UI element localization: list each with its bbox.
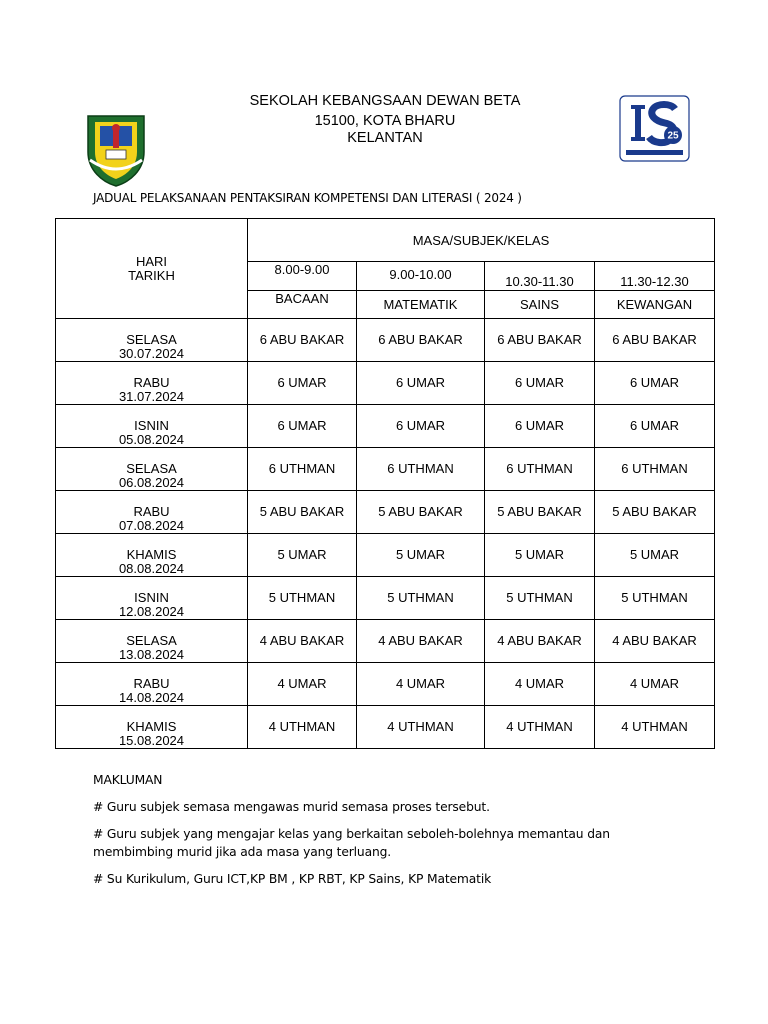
class-cell: 6 UMAR: [485, 405, 595, 448]
table-row: [56, 663, 715, 706]
table-row: [56, 405, 715, 448]
date: 12.08.2024: [118, 604, 185, 619]
class-cell: 4 ABU BAKAR: [595, 620, 715, 663]
table-row: [56, 620, 715, 663]
day-name: SELASA: [126, 332, 177, 347]
table-row: [56, 534, 715, 577]
table-row: [56, 491, 715, 534]
class-cell: 4 ABU BAKAR: [357, 620, 485, 663]
class-cell: 4 UTHMAN: [595, 706, 715, 749]
day-date-cell: [56, 405, 248, 448]
day-name: SELASA: [126, 633, 177, 648]
note-item: # Guru subjek yang mengajar kelas yang berkaitan seboleh-bolehnya memantau dan membimbing murid jika ada masa yang terluang.: [93, 827, 610, 859]
class-cell: 4 UMAR: [595, 663, 715, 706]
date: 08.08.2024: [118, 561, 185, 576]
class-cell: 4 ABU BAKAR: [485, 620, 595, 663]
day-date-cell: [56, 577, 248, 620]
class-cell: 5 UMAR: [485, 534, 595, 577]
class-cell: 6 ABU BAKAR: [595, 319, 715, 362]
school-name-line-1: SEKOLAH KEBANGSAAN DEWAN BETA: [249, 93, 521, 109]
header-day-label: HARI: [135, 254, 168, 269]
day-name: KHAMIS: [126, 719, 177, 734]
day-date-cell: [56, 448, 248, 491]
day-date-cell: [56, 362, 248, 405]
class-cell: 6 ABU BAKAR: [357, 319, 485, 362]
school-name-line-2: 15100, KOTA BHARU: [314, 113, 456, 129]
class-cell: 5 ABU BAKAR: [485, 491, 595, 534]
date: 07.08.2024: [118, 518, 185, 533]
class-cell: 6 UMAR: [248, 405, 357, 448]
class-cell: 5 UTHMAN: [248, 577, 357, 620]
date: 05.08.2024: [118, 432, 185, 447]
day-date-cell: [56, 663, 248, 706]
table-row: [56, 319, 715, 362]
class-cell: 5 UTHMAN: [357, 577, 485, 620]
table-row: [56, 577, 715, 620]
slot-subject: MATEMATIK: [357, 291, 485, 319]
slot-time: 9.00-10.00: [357, 262, 485, 291]
date: 30.07.2024: [118, 346, 185, 361]
slot-subject: SAINS: [485, 291, 595, 319]
day-name: KHAMIS: [126, 547, 177, 562]
day-date-cell: [56, 706, 248, 749]
table-row: [56, 362, 715, 405]
class-cell: 6 UTHMAN: [357, 448, 485, 491]
class-cell: 4 UMAR: [485, 663, 595, 706]
school-crest-icon: [84, 110, 148, 188]
class-cell: 5 UTHMAN: [485, 577, 595, 620]
class-cell: 5 UMAR: [595, 534, 715, 577]
class-cell: 6 UMAR: [357, 362, 485, 405]
day-date-cell: [56, 319, 248, 362]
date: 14.08.2024: [118, 690, 185, 705]
date: 13.08.2024: [118, 647, 185, 662]
program-25-logo-icon: [619, 95, 690, 162]
class-cell: 4 UTHMAN: [248, 706, 357, 749]
slot-subject: BACAAN: [248, 291, 357, 319]
class-cell: 5 ABU BAKAR: [357, 491, 485, 534]
day-name: RABU: [133, 676, 170, 691]
day-name: SELASA: [126, 461, 177, 476]
slot-time: 10.30-11.30: [485, 262, 595, 291]
schedule-table: [55, 218, 715, 749]
class-cell: 6 ABU BAKAR: [248, 319, 357, 362]
document-title: JADUAL PELAKSANAAN PENTAKSIRAN KOMPETENSI DAN LITERASI ( 2024 ): [93, 191, 522, 205]
day-name: ISNIN: [134, 418, 169, 433]
day-date-cell: [56, 491, 248, 534]
class-cell: 6 UMAR: [485, 362, 595, 405]
slot-subject: KEWANGAN: [595, 291, 715, 319]
class-cell: 5 UMAR: [357, 534, 485, 577]
header-time-subject-class: MASA/SUBJEK/KELAS: [248, 219, 715, 262]
header-day-date: [56, 219, 248, 319]
day-name: RABU: [133, 375, 170, 390]
school-name-line-3: KELANTAN: [347, 130, 423, 146]
table-row: [56, 706, 715, 749]
class-cell: 5 ABU BAKAR: [248, 491, 357, 534]
table-row: [56, 448, 715, 491]
day-date-cell: [56, 534, 248, 577]
class-cell: 6 UTHMAN: [485, 448, 595, 491]
date: 15.08.2024: [118, 733, 185, 748]
class-cell: 6 UMAR: [357, 405, 485, 448]
class-cell: 5 UMAR: [248, 534, 357, 577]
class-cell: 5 UTHMAN: [595, 577, 715, 620]
class-cell: 6 UMAR: [248, 362, 357, 405]
class-cell: 4 ABU BAKAR: [248, 620, 357, 663]
date: 31.07.2024: [118, 389, 185, 404]
class-cell: 4 UMAR: [357, 663, 485, 706]
class-cell: 4 UTHMAN: [485, 706, 595, 749]
logo-number: 25: [667, 130, 679, 142]
note-item: # Su Kurikulum, Guru ICT,KP BM , KP RBT, KP Sains, KP Matematik: [93, 872, 492, 886]
slot-time: 8.00-9.00: [248, 262, 357, 291]
class-cell: 4 UTHMAN: [357, 706, 485, 749]
class-cell: 6 UMAR: [595, 405, 715, 448]
note-item: # Guru subjek semasa mengawas murid semasa proses tersebut.: [93, 800, 490, 814]
class-cell: 6 UMAR: [595, 362, 715, 405]
day-name: ISNIN: [134, 590, 169, 605]
day-date-cell: [56, 620, 248, 663]
slot-time: 11.30-12.30: [595, 262, 715, 291]
class-cell: 4 UMAR: [248, 663, 357, 706]
date: 06.08.2024: [118, 475, 185, 490]
header-date-label: TARIKH: [128, 268, 175, 283]
class-cell: 6 ABU BAKAR: [485, 319, 595, 362]
day-name: RABU: [133, 504, 170, 519]
class-cell: 5 ABU BAKAR: [595, 491, 715, 534]
notes-title: MAKLUMAN: [93, 773, 163, 787]
class-cell: 6 UTHMAN: [595, 448, 715, 491]
class-cell: 6 UTHMAN: [248, 448, 357, 491]
